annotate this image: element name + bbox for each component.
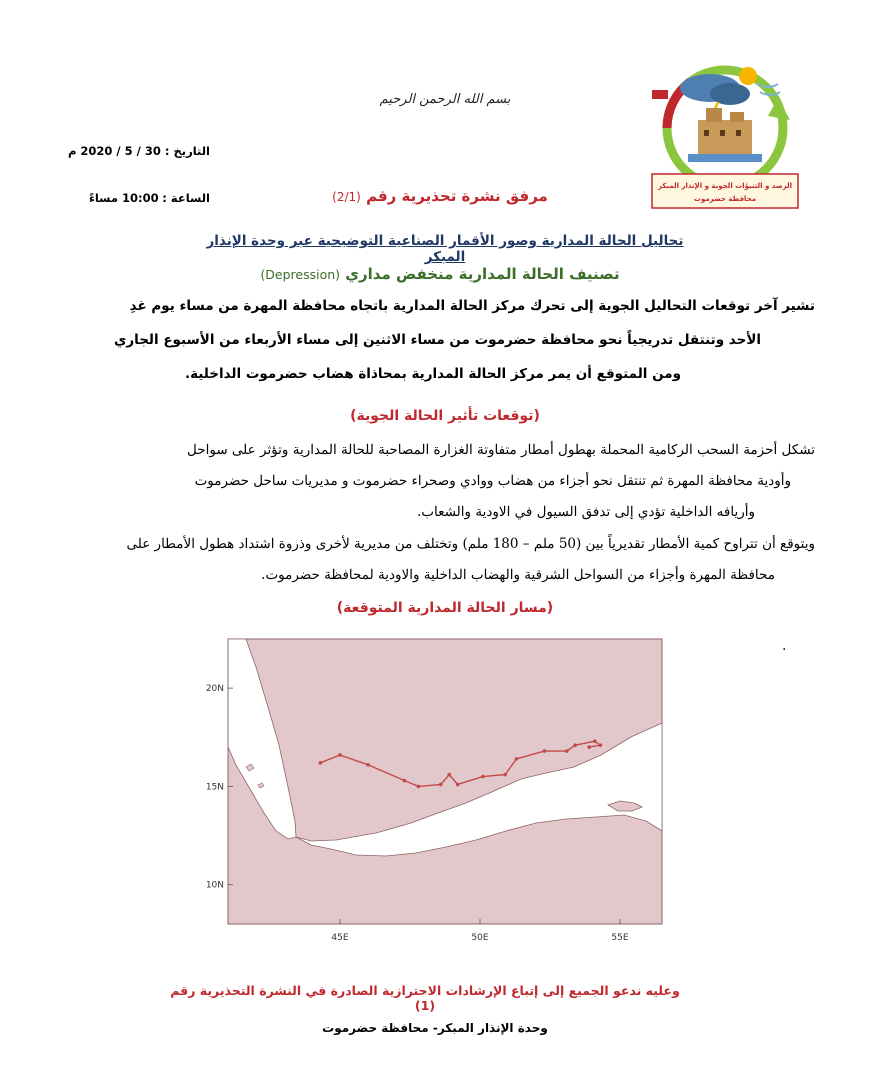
track-point: [439, 783, 443, 787]
bismillah: بسم الله الرحمن الرحيم: [379, 92, 511, 107]
track-point: [543, 749, 547, 753]
guidance-note: وعليه ندعو الجميع إلى إتباع الإرشادات الاحترازية الصادرة في النشرة التحذيرية رقم (1): [170, 983, 680, 1013]
track-point: [587, 745, 591, 749]
bulletin-date: التاريخ : 30 / 5 / 2020 م: [67, 144, 210, 158]
attachment-number: (2/1): [332, 190, 361, 204]
track-point: [403, 779, 407, 783]
time-label: الساعة :: [162, 191, 210, 205]
track-point: [599, 743, 603, 747]
effects-paragraph-1-line-1: تشكل أحزمة السحب الركامية المحملة بهطول أمطار متفاوتة الغزارة المصاحبة للحالة المدارية وتؤثر على سواحل: [187, 442, 815, 458]
intro-line-3: ومن المتوقع أن يمر مركز الحالة المدارية بمحاذاة هضاب حضرموت الداخلية.: [184, 366, 681, 382]
track-point: [481, 775, 485, 779]
effects-heading: (توقعات تأثير الحالة الجوية): [350, 408, 540, 424]
classification-text: تصنيف الحالة المدارية منخفض مداري: [345, 265, 620, 283]
track-point: [565, 749, 569, 753]
effects-paragraph-2-line-1: ويتوقع أن تتراوح كمية الأمطار تقديرياً بين (50 ملم – 180 ملم) وتختلف من مديرية لأخرى وذروة اشتداد هطول الأمطار على: [126, 536, 815, 552]
effects-paragraph-1-line-2: وأودية محافظة المهرة ثم تنتقل نحو أجزاء من هضاب ووادي وصحراء حضرموت و مديريات ساحل حضرموت: [194, 473, 791, 489]
early-warning-logo: [640, 58, 810, 213]
track-point: [417, 785, 421, 789]
fort-icon: [698, 120, 752, 156]
storm-track-map: [176, 627, 674, 962]
track-point: [593, 739, 597, 743]
attachment-title: [320, 187, 560, 205]
effects-paragraph-1-line-3: وأريافه الداخلية تؤدي إلى تدفق السيول في الاودية والشعاب.: [417, 504, 755, 520]
lat-tick-label: 10N: [205, 880, 224, 891]
track-point: [573, 743, 577, 747]
time-value: 10:00 مساءً: [88, 191, 159, 205]
lon-tick-label: 55E: [611, 933, 629, 943]
stray-dot: .: [782, 638, 787, 654]
effects-paragraph-2-line-2: محافظة المهرة وأجزاء من السواحل الشرقية والهضاب الداخلية والاودية لمحافظة حضرموت.: [261, 567, 775, 583]
track-point: [319, 761, 323, 765]
logo-caption-line2: محافظة حضرموت: [693, 195, 757, 203]
classification-english: (Depression): [260, 267, 341, 282]
lon-tick-label: 50E: [471, 933, 489, 943]
track-point: [456, 783, 460, 787]
track-point: [447, 773, 451, 777]
intro-line-1: تشير آخر توقعات التحاليل الجوية إلى تحرك مركز الحالة المدارية باتجاه محافظة المهرة من مساء يوم غدِ: [129, 298, 815, 314]
attachment-title-text: مرفق نشرة تحذيرية رقم: [366, 187, 548, 205]
signature-unit: وحدة الإنذار المبكر- محافظة حضرموت: [322, 1021, 548, 1035]
sun-icon: [739, 67, 757, 85]
intro-line-2: الأحد وتنتقل تدريجياً نحو محافظة حضرموت من مساء الاثنين إلى مساء الأربعاء من الأسبوع الجاري: [113, 332, 761, 348]
classification-heading: [250, 265, 630, 283]
lat-tick-label: 15N: [205, 782, 224, 793]
track-heading: (مسار الحالة المدارية المتوقعة): [336, 600, 554, 616]
track-point: [503, 773, 507, 777]
main-heading: تحاليل الحالة المدارية وصور الأقمار الصناعية التوضيحية عبر وحدة الإنذار المبكر: [206, 233, 684, 265]
track-point: [366, 763, 370, 767]
track-point: [338, 753, 342, 757]
lon-tick-label: 45E: [331, 933, 349, 943]
logo-caption-line1: الرصد و التنبؤات الجوية و الإنذار المبكر: [658, 182, 792, 190]
track-point: [515, 757, 519, 761]
bulletin-time: [40, 191, 210, 205]
lat-tick-label: 20N: [205, 684, 224, 695]
